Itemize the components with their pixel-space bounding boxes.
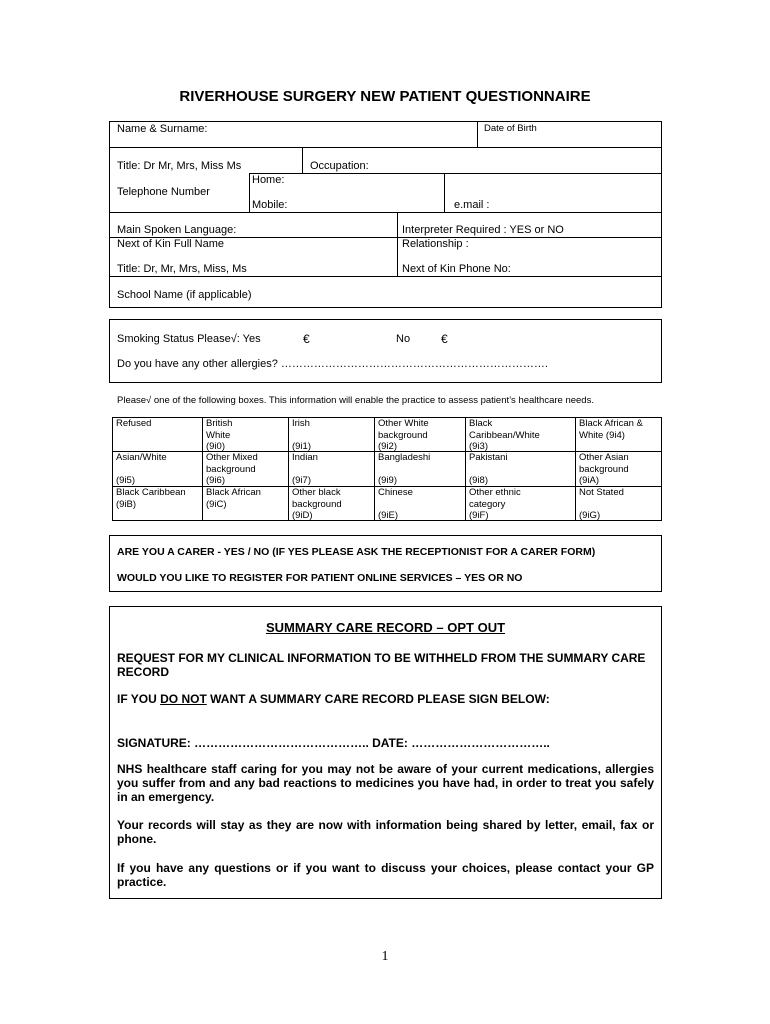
scr-signature-date-field[interactable]: SIGNATURE: …………………………………….. DATE: …………………………….. xyxy=(117,736,550,750)
scr-section-border xyxy=(109,606,662,899)
ethnicity-option-black-african-white[interactable]: Black African & White (9i4) xyxy=(579,418,643,441)
ethnicity-code: (9i9) xyxy=(378,475,398,486)
ethnicity-code: (9iE) xyxy=(378,510,399,521)
ethnicity-code: (9i7) xyxy=(292,475,312,486)
ethnicity-option-black-caribbean[interactable]: Black Caribbean (9iB) xyxy=(116,487,186,510)
page-title: RIVERHOUSE SURGERY NEW PATIENT QUESTIONNAIRE xyxy=(179,88,591,105)
ethnicity-instruction: Please√ one of the following boxes. This information will enable the practice to assess patient’s healthcare needs. xyxy=(117,395,594,406)
main-language-field[interactable]: Main Spoken Language: xyxy=(117,224,237,236)
ethnicity-code: (9i5) xyxy=(116,475,136,486)
ethnicity-code: (9i6) xyxy=(206,475,226,486)
ethnicity-option-pakistani[interactable]: Pakistani xyxy=(469,452,508,463)
carer-question[interactable]: ARE YOU A CARER - YES / NO (IF YES PLEASE ASK THE RECEPTIONIST FOR A CARER FORM) xyxy=(117,546,596,558)
online-services-question[interactable]: WOULD YOU LIKE TO REGISTER FOR PATIENT ONLINE SERVICES – YES OR NO xyxy=(117,572,523,584)
email-field[interactable]: e.mail : xyxy=(454,199,490,211)
ethnicity-option-other-asian[interactable]: Other Asian background xyxy=(579,452,629,475)
title-field[interactable]: Title: Dr Mr, Mrs, Miss Ms xyxy=(117,160,242,172)
scr-sign-instruction: IF YOU DO NOT WANT A SUMMARY CARE RECORD PLEASE SIGN BELOW: xyxy=(117,692,550,706)
relationship-field[interactable]: Relationship : xyxy=(402,238,469,250)
ethnicity-option-asian-white[interactable]: Asian/White xyxy=(116,452,167,463)
ethnicity-code: (9iA) xyxy=(579,475,600,486)
smoking-status-label: Smoking Status Please√: Yes xyxy=(117,333,261,345)
ethnicity-option-chinese[interactable]: Chinese xyxy=(378,487,413,498)
ethnicity-option-black-african[interactable]: Black African (9iC) xyxy=(206,487,261,510)
scr-paragraph-1: NHS healthcare staff caring for you may not be aware of your current medications, allergies you suffer from and any bad reactions to medicines you have had, in order to treat you safely in an emergency. xyxy=(117,762,654,804)
allergies-field[interactable]: Do you have any other allergies? ………………………………………………………………. xyxy=(117,358,548,370)
kin-title-field[interactable]: Title: Dr, Mr, Mrs, Miss, Ms xyxy=(117,263,247,275)
ethnicity-option-bangladeshi[interactable]: Bangladeshi xyxy=(378,452,431,463)
telephone-label: Telephone Number xyxy=(117,186,210,198)
smoking-section-border xyxy=(109,319,662,383)
ethnicity-option-other-ethnic[interactable]: Other ethnic category xyxy=(469,487,521,510)
occupation-field[interactable]: Occupation: xyxy=(310,160,369,172)
mobile-phone-field[interactable]: Mobile: xyxy=(252,199,288,211)
ethnicity-code: (9i2) xyxy=(378,441,398,452)
ethnicity-option-other-white[interactable]: Other White background xyxy=(378,418,429,441)
ethnicity-code: (9iG) xyxy=(579,510,601,521)
page-number: 1 xyxy=(381,949,389,964)
ethnicity-code: (9i0) xyxy=(206,441,226,452)
date-of-birth-field[interactable]: Date of Birth xyxy=(484,123,537,134)
ethnicity-option-refused[interactable]: Refused xyxy=(116,418,152,429)
ethnicity-option-indian[interactable]: Indian xyxy=(292,452,318,463)
home-phone-field[interactable]: Home: xyxy=(252,174,285,186)
patient-details-border xyxy=(109,121,662,308)
ethnicity-code: (9iF) xyxy=(469,510,489,521)
smoking-no-checkbox[interactable]: € xyxy=(441,332,448,346)
scr-heading: SUMMARY CARE RECORD – OPT OUT xyxy=(265,620,506,635)
ethnicity-option-british-white[interactable]: British White xyxy=(206,418,233,441)
scr-request-text: REQUEST FOR MY CLINICAL INFORMATION TO BE WITHHELD FROM THE SUMMARY CARE RECORD xyxy=(117,651,646,679)
ethnicity-code: (9i1) xyxy=(292,441,312,452)
smoking-yes-checkbox[interactable]: € xyxy=(303,332,310,346)
ethnicity-code: (9i8) xyxy=(469,475,489,486)
ethnicity-option-other-black[interactable]: Other black background xyxy=(292,487,342,510)
school-name-field[interactable]: School Name (if applicable) xyxy=(117,289,252,301)
name-surname-field[interactable]: Name & Surname: xyxy=(117,123,208,135)
ethnicity-code: (9i3) xyxy=(469,441,489,452)
ethnicity-option-irish[interactable]: Irish xyxy=(292,418,310,429)
ethnicity-code: (9iD) xyxy=(292,510,313,521)
next-of-kin-phone-field[interactable]: Next of Kin Phone No: xyxy=(402,263,511,275)
ethnicity-option-other-mixed[interactable]: Other Mixed background xyxy=(206,452,258,475)
interpreter-required-field[interactable]: Interpreter Required : YES or NO xyxy=(402,224,564,236)
smoking-no-label: No xyxy=(396,333,411,345)
scr-paragraph-2: Your records will stay as they are now with information being shared by letter, email, fax or phone. xyxy=(117,818,654,846)
scr-do-not-emphasis: DO NOT xyxy=(160,692,207,706)
ethnicity-option-not-stated[interactable]: Not Stated xyxy=(579,487,624,498)
scr-paragraph-3: If you have any questions or if you want to discuss your choices, please contact your GP practice. xyxy=(117,861,654,889)
ethnicity-option-black-caribbean-white[interactable]: Black Caribbean/White xyxy=(469,418,540,441)
next-of-kin-name-field[interactable]: Next of Kin Full Name xyxy=(117,238,224,250)
